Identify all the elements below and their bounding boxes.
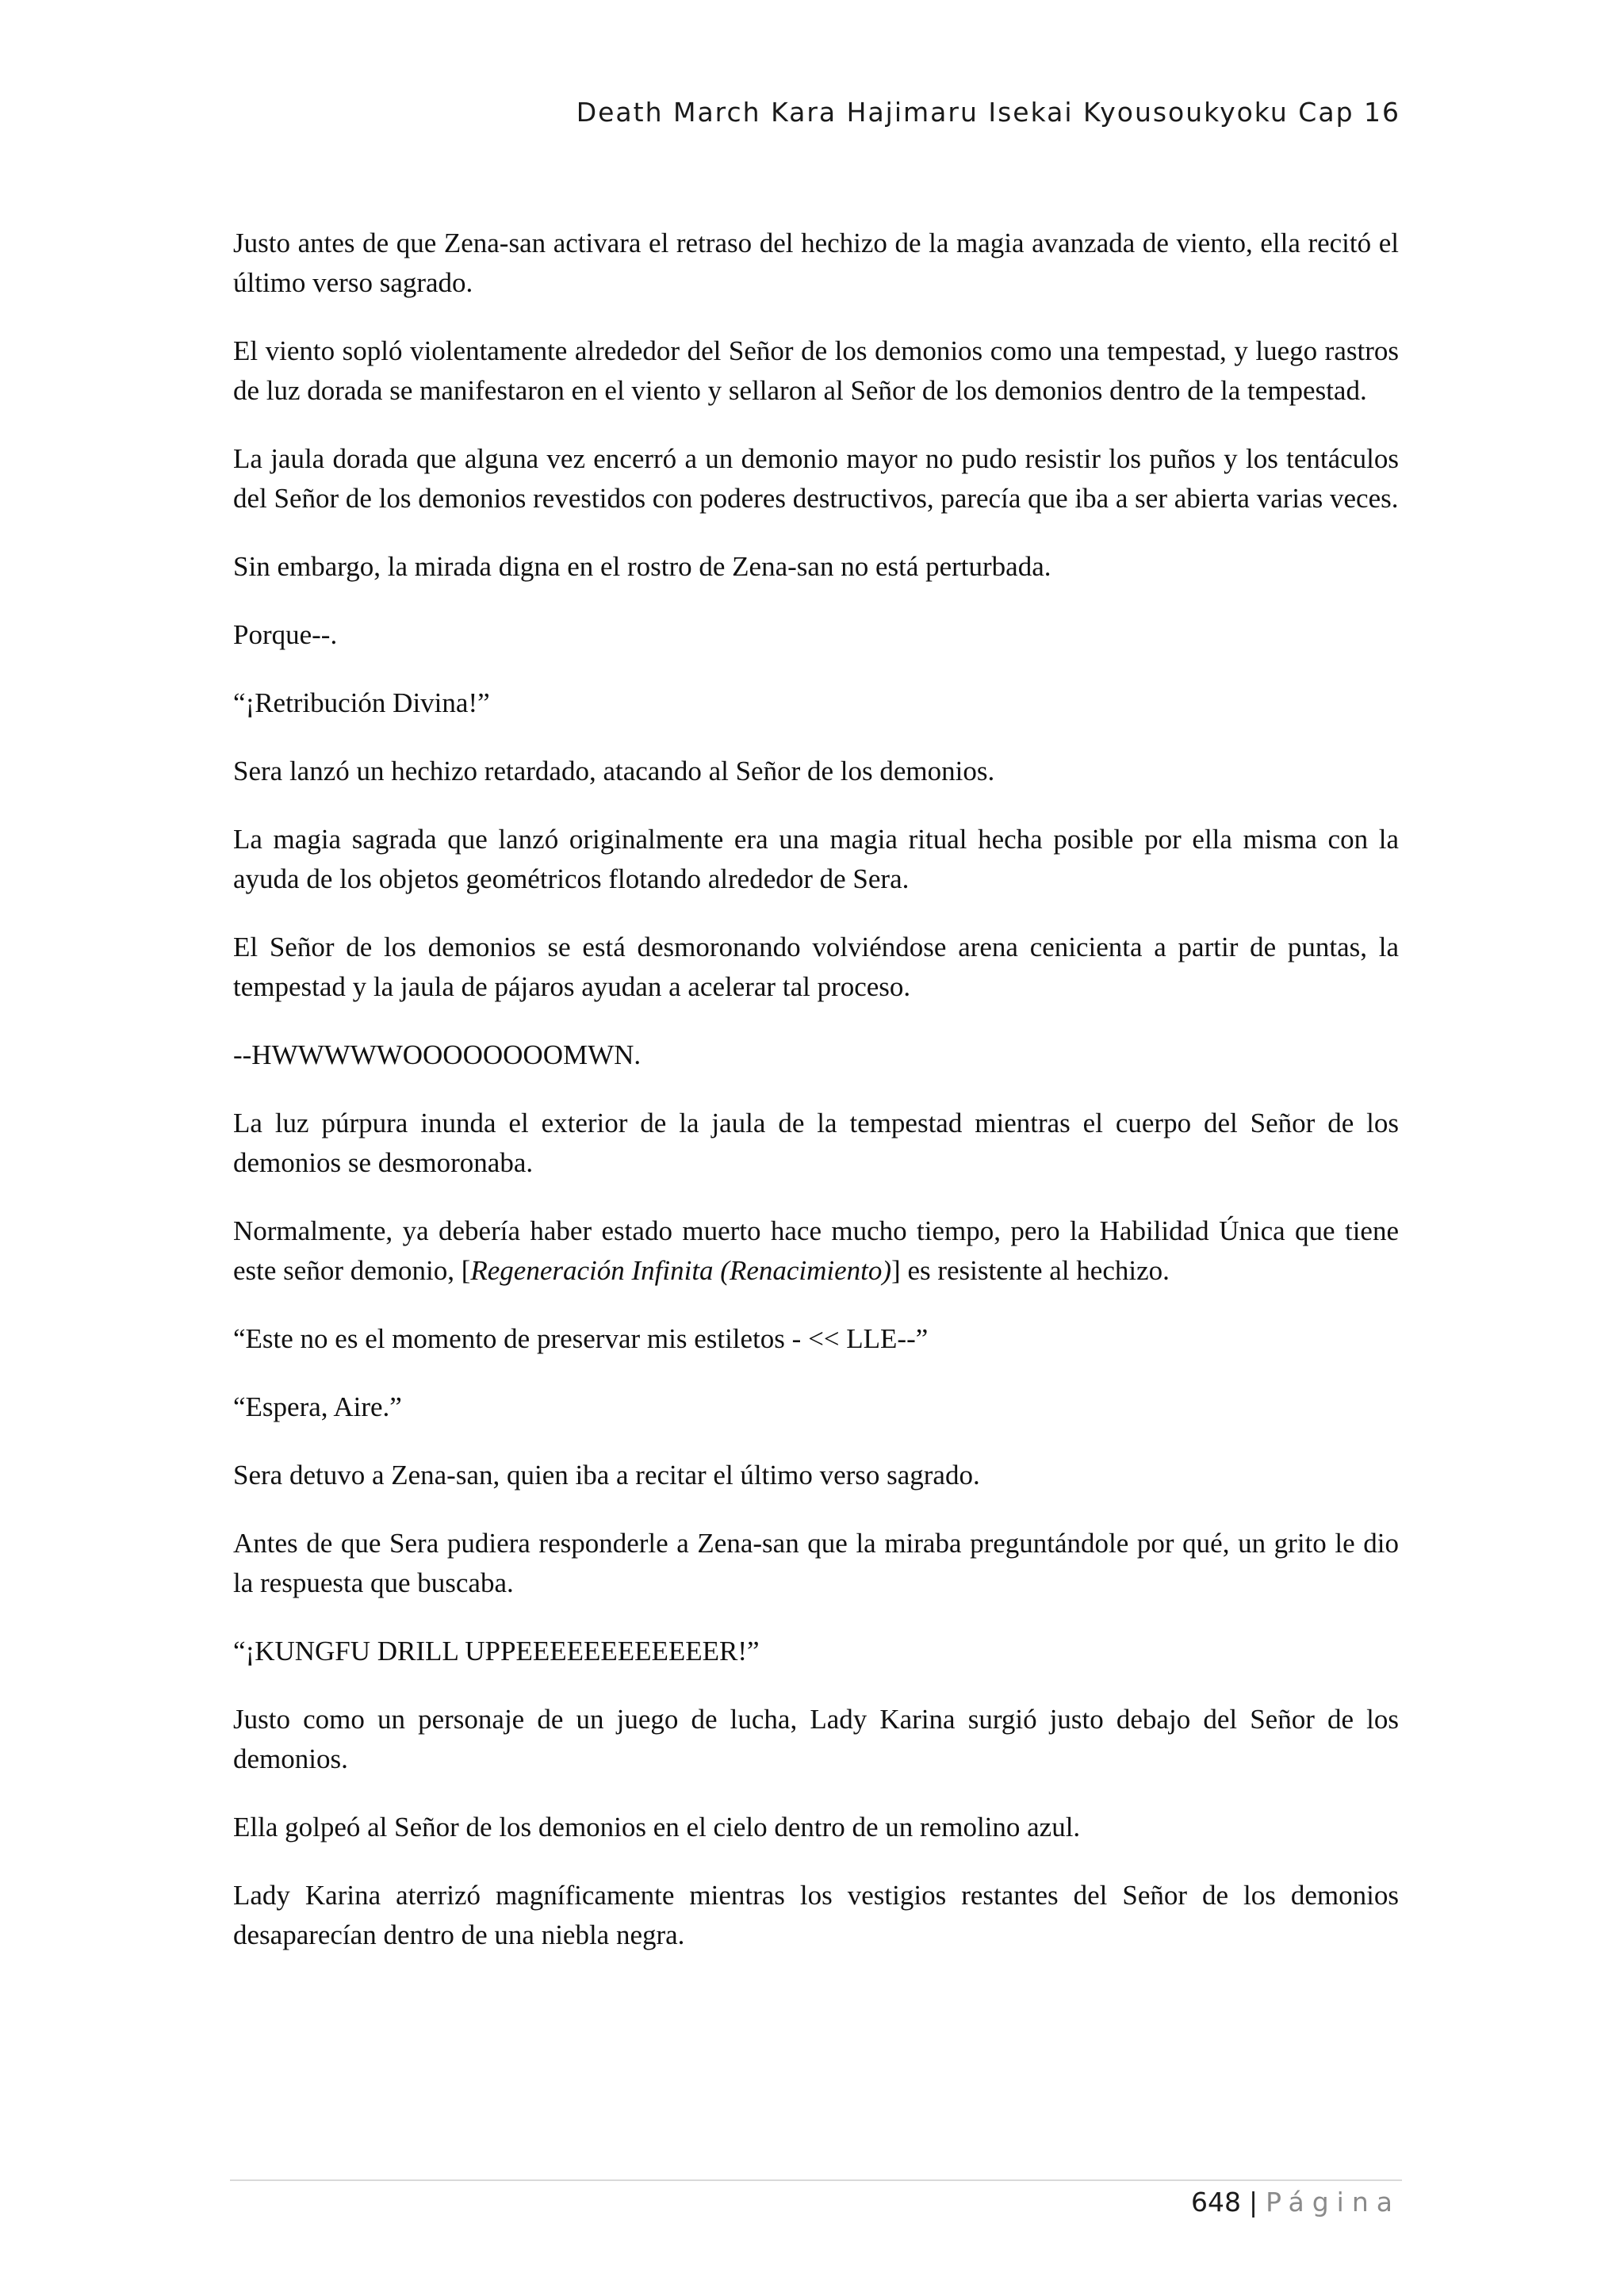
paragraph: Sera detuvo a Zena-san, quien iba a recitar el último verso sagrado. xyxy=(233,1460,980,1490)
paragraph: Lady Karina aterrizó magníficamente mientras los vestigios restantes del Señor de los demonios desaparecían dentro de una niebla negra. xyxy=(233,1880,1399,1950)
dialogue-line: “¡KUNGFU DRILL UPPEEEEEEEEEEEER!” xyxy=(233,1636,760,1667)
paragraph: Sera lanzó un hechizo retardado, atacando al Señor de los demonios. xyxy=(233,756,995,786)
paragraph: La jaula dorada que alguna vez encerró a un demonio mayor no pudo resistir los puños y los tentáculos del Señor de los demonios revestidos con poderes destructivos, parecía que iba a ser abierta varias veces. xyxy=(233,443,1399,514)
paragraph: Antes de que Sera pudiera responderle a Zena-san que la miraba preguntándole por qué, un grito le dio la respuesta que buscaba. xyxy=(233,1528,1399,1598)
paragraph: Ella golpeó al Señor de los demonios en el cielo dentro de un remolino azul. xyxy=(233,1812,1081,1843)
page-label: Página xyxy=(1266,2187,1400,2218)
dialogue-line: “¡Retribución Divina!” xyxy=(233,687,490,718)
paragraph: Sin embargo, la mirada digna en el rostro de Zena-san no está perturbada. xyxy=(233,551,1051,582)
dialogue-line: “Espera, Aire.” xyxy=(233,1391,402,1422)
paragraph: Justo como un personaje de un juego de lucha, Lady Karina surgió justo debajo del Señor de los demonios. xyxy=(233,1704,1399,1774)
dialogue-line: “Este no es el momento de preservar mis estiletos - << LLE--” xyxy=(233,1323,929,1354)
paragraph: La magia sagrada que lanzó originalmente era una magia ritual hecha posible por ella misma con la ayuda de los objetos geométricos flotando alrededor de Sera. xyxy=(233,824,1399,894)
paragraph: Justo antes de que Zena-san activara el retraso del hechizo de la magia avanzada de viento, ella recitó el último verso sagrado. xyxy=(233,228,1399,298)
paragraph: La luz púrpura inunda el exterior de la jaula de la tempestad mientras el cuerpo del Señor de los demonios se desmoronaba. xyxy=(233,1108,1399,1178)
sound-effect: --HWWWWWOOOOOOOOMWN. xyxy=(233,1039,642,1070)
running-header: Death March Kara Hajimaru Isekai Kyousoukyoku Cap 16 xyxy=(576,97,1400,128)
paragraph: Porque--. xyxy=(233,619,338,650)
paragraph: El viento sopló violentamente alrededor del Señor de los demonios como una tempestad, y luego rastros de luz dorada se manifestaron en el viento y sellaron al Señor de los demonios dentro de la tempestad. xyxy=(233,335,1399,406)
paragraph-skill xyxy=(233,1211,1399,1291)
skill-text-after: ] es resistente al hechizo. xyxy=(891,1255,1170,1286)
body-text xyxy=(233,224,1399,1984)
paragraph: El Señor de los demonios se está desmoronando volviéndose arena cenicienta a partir de puntas, la tempestad y la jaula de pájaros ayudan a acelerar tal proceso. xyxy=(233,932,1399,1002)
skill-text-before: Normalmente, ya debería haber estado muerto hace mucho tiempo, pero la Habilidad Única que tiene este señor demonio, [ xyxy=(233,1215,1399,1286)
footer-separator: | xyxy=(1248,2187,1258,2218)
skill-name: Regeneración Infinita (Renacimiento) xyxy=(470,1255,892,1286)
page-footer xyxy=(1191,2187,1400,2218)
footer-divider xyxy=(230,2179,1402,2181)
page-number: 648 xyxy=(1190,2187,1241,2218)
